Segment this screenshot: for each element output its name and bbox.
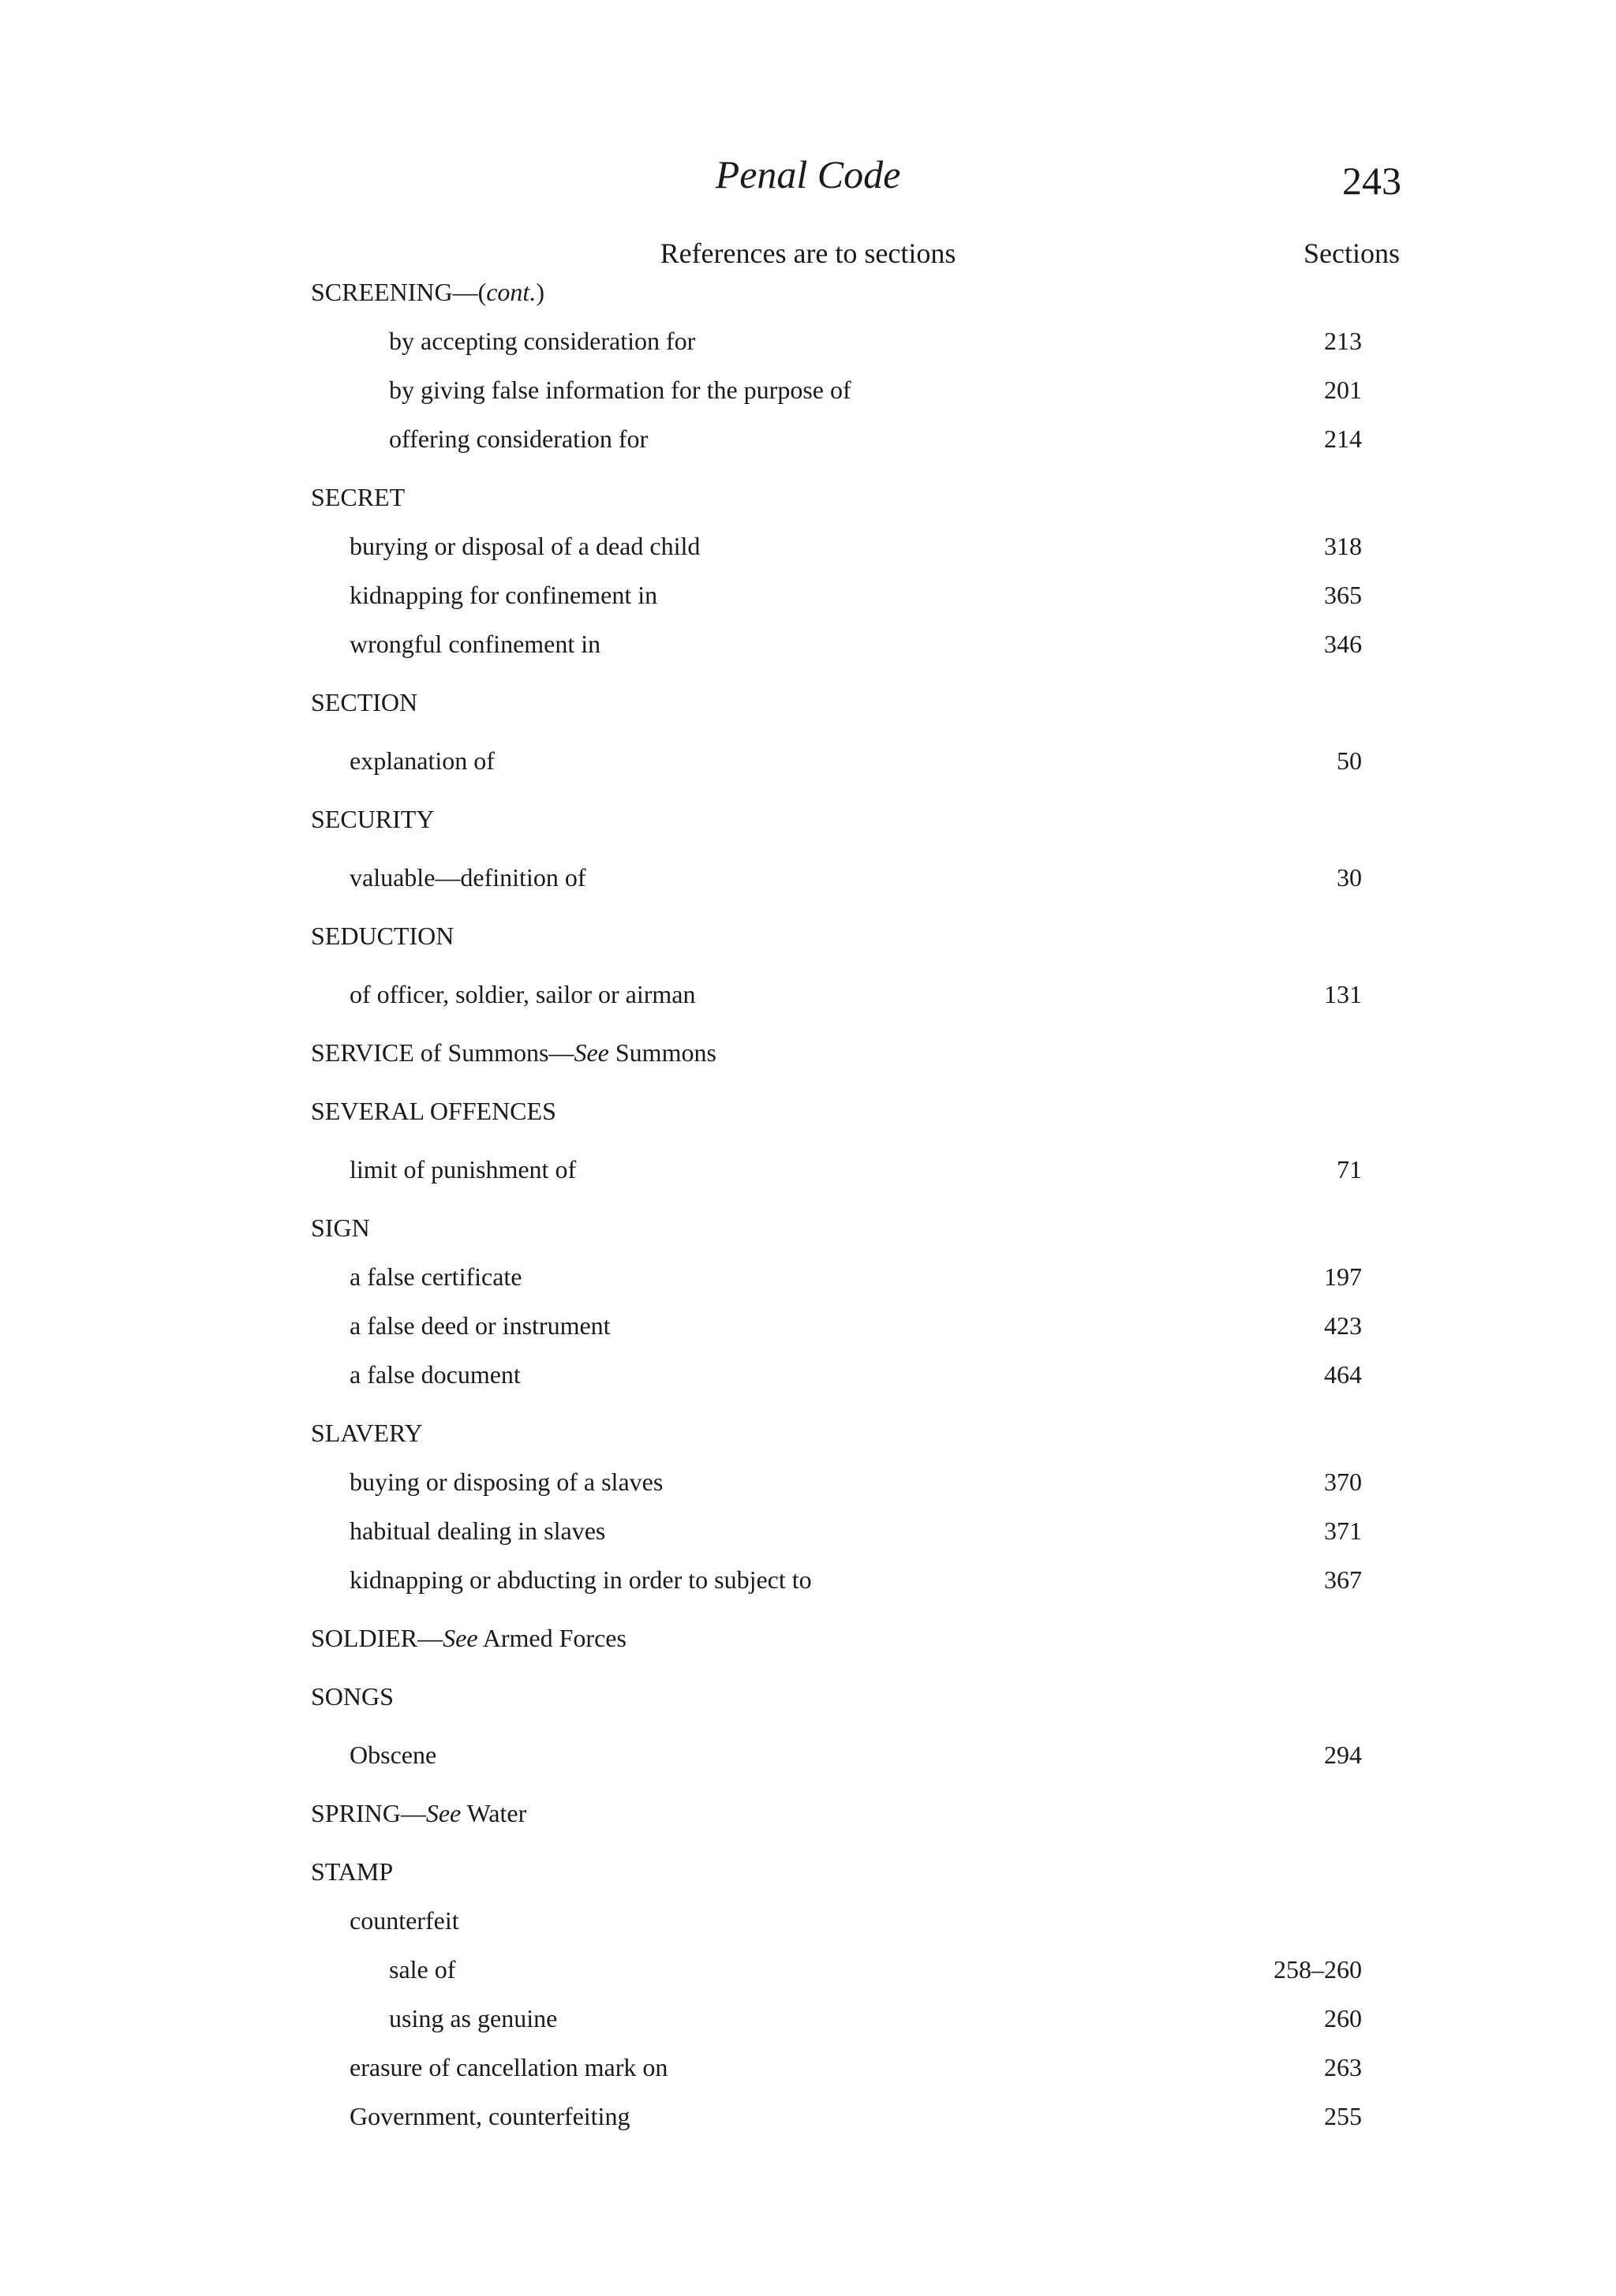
- index-heading-screening: SCREENING—(cont.): [311, 278, 544, 306]
- section-ref: 50: [1337, 746, 1362, 775]
- references-subheader: References are to sections: [660, 237, 956, 269]
- section-ref: 365: [1324, 581, 1362, 609]
- index-heading-sign: SIGN: [311, 1213, 370, 1242]
- section-ref: 255: [1324, 2102, 1362, 2130]
- index-subentry: by accepting consideration for 213: [389, 327, 1362, 355]
- index-subentry: limit of punishment of 71: [350, 1155, 1362, 1184]
- index-subentry: buying or disposing of a slaves 370: [350, 1468, 1362, 1496]
- index-subentry: explanation of 50: [350, 746, 1362, 775]
- index-subentry: using as genuine 260: [389, 2004, 1362, 2032]
- index-subentry: burying or disposal of a dead child 318: [350, 532, 1362, 560]
- index-subentry: erasure of cancellation mark on 263: [350, 2053, 1362, 2081]
- section-ref: 214: [1324, 424, 1362, 453]
- sections-column-label: Sections: [1304, 237, 1400, 269]
- section-ref: 346: [1324, 630, 1362, 658]
- index-heading-security: SECURITY: [311, 805, 435, 833]
- index-subentry: of officer, soldier, sailor or airman 131: [350, 980, 1362, 1008]
- section-ref: 370: [1324, 1468, 1362, 1496]
- section-ref: 131: [1324, 980, 1362, 1008]
- index-heading-songs: SONGS: [311, 1682, 394, 1711]
- index-subentry-counterfeit: counterfeit: [350, 1906, 459, 1935]
- section-ref: 318: [1324, 532, 1362, 560]
- index-subentry: kidnapping for confinement in 365: [350, 581, 1362, 609]
- page-number: 243: [1342, 159, 1401, 203]
- index-heading-stamp: STAMP: [311, 1857, 394, 1886]
- index-subentry: offering consideration for 214: [389, 424, 1362, 453]
- page-title: Penal Code: [715, 152, 901, 196]
- index-subentry: a false deed or instrument 423: [350, 1311, 1362, 1340]
- index-subentry: a false document 464: [350, 1360, 1362, 1389]
- section-ref: 201: [1324, 376, 1362, 404]
- section-ref: 423: [1324, 1311, 1362, 1340]
- index-heading-slavery: SLAVERY: [311, 1419, 423, 1447]
- section-ref: 258–260: [1274, 1955, 1362, 1984]
- index-subentry: Government, counterfeiting 255: [350, 2102, 1362, 2130]
- section-ref: 197: [1324, 1262, 1362, 1291]
- index-subentry: valuable—definition of 30: [350, 863, 1362, 892]
- index-list: [311, 279, 1362, 2152]
- index-subentry: sale of 258–260: [389, 1955, 1362, 1984]
- section-ref: 367: [1324, 1565, 1362, 1594]
- index-heading-seduction: SEDUCTION: [311, 922, 454, 950]
- index-heading-soldier: SOLDIER—See Armed Forces: [311, 1624, 627, 1652]
- section-ref: 213: [1324, 327, 1362, 355]
- section-ref: 263: [1324, 2053, 1362, 2081]
- section-ref: 294: [1324, 1741, 1362, 1769]
- index-subentry: a false certificate 197: [350, 1262, 1362, 1291]
- index-subentry: habitual dealing in slaves 371: [350, 1516, 1362, 1545]
- index-heading-several-offences: SEVERAL OFFENCES: [311, 1097, 556, 1125]
- section-ref: 464: [1324, 1360, 1362, 1389]
- index-subentry: by giving false information for the purpose of 201: [389, 376, 1362, 404]
- index-heading-section: SECTION: [311, 688, 418, 716]
- index-heading-service: SERVICE of Summons—See Summons: [311, 1038, 716, 1067]
- section-ref: 30: [1337, 863, 1362, 892]
- section-ref: 260: [1324, 2004, 1362, 2032]
- index-heading-spring: SPRING—See Water: [311, 1799, 527, 1827]
- section-ref: 71: [1337, 1155, 1362, 1184]
- index-subentry: Obscene 294: [350, 1741, 1362, 1769]
- section-ref: 371: [1324, 1516, 1362, 1545]
- index-subentry: kidnapping or abducting in order to subject to 367: [350, 1565, 1362, 1594]
- index-heading-secret: SECRET: [311, 483, 406, 511]
- index-subentry: wrongful confinement in 346: [350, 630, 1362, 658]
